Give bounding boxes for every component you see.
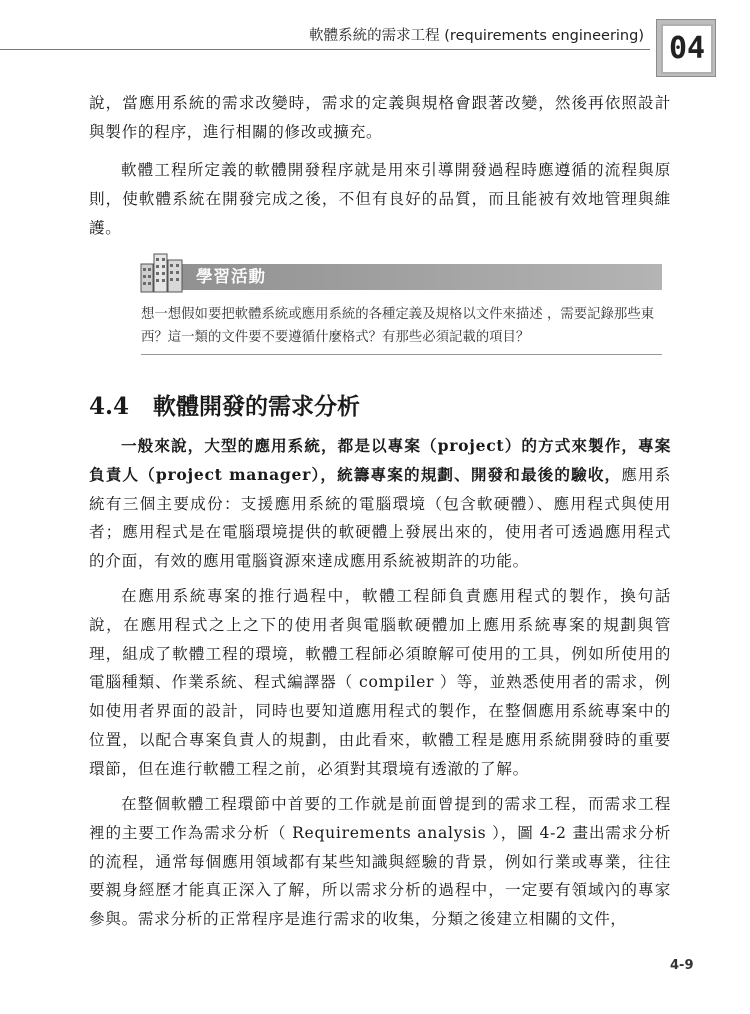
section-heading — [89, 391, 360, 423]
paragraph-5: 在整個軟體工程環節中首要的工作就是前面曾提到的需求工程，而需求工程裡的主要工作為需求分析（ Requirements analysis ），圖 4-2 畫出需求分析的流程，通常每個應用領域都有某些知識與經驗的背景，例如行業或專業，往往要親身經歷才能真正深入了解，所以需求分析的過程中，一定要有領域內的專家參與。需求分析的正常程序是進行需求的收集，分類之後建立相關的文件， — [89, 795, 671, 929]
paragraph-1: 說，當應用系統的需求改變時，需求的定義與規格會跟著改變，然後再依照設計與製作的程序，進行相關的修改或擴充。 — [89, 94, 671, 141]
section-number: 4.4 — [89, 393, 130, 420]
paragraph-3-lead: 一般來說，大型的應用系統，都是以專案（project）的方式來製作，專案負責人（project manager），統籌專案的規劃、開發和最後的驗收， — [89, 436, 671, 484]
buildings-icon — [139, 250, 185, 294]
chapter-tab — [656, 19, 716, 77]
activity-rule — [141, 354, 662, 355]
paragraph-3 — [89, 432, 671, 576]
activity-title: 學習活動 — [196, 267, 266, 286]
paragraph-3-rest: 應用系統有三個主要成份：支援應用系統的電腦環境（包含軟硬體）、應用程式與使用者；應用程式是在電腦環境提供的軟硬體上發展出來的，使用者可透過應用程式的介面，有效的應用電腦資源來達成應用系統被期許的功能。 — [89, 465, 671, 571]
section-title: 軟體開發的需求分析 — [153, 394, 360, 420]
chapter-number: 04 — [661, 24, 713, 74]
paragraph-2: 軟體工程所定義的軟體開發程序就是用來引導開發過程時應遵循的流程與原則，使軟體系統在開發完成之後，不但有良好的品質，而且能被有效地管理與維護。 — [89, 161, 671, 237]
running-header-title: 軟體系統的需求工程 (requirements engineering) — [309, 28, 644, 44]
activity-question: 想一想假如要把軟體系統或應用系統的各種定義及規格以文件來描述 ，需要記錄那些東西？這一類的文件要不要遵循什麼格式？有那些必須記載的項目？ — [141, 307, 655, 345]
paragraph-4: 在應用系統專案的推行過程中，軟體工程師負責應用程式的製作，換句話說，在應用程式之上之下的使用者與電腦軟硬體加上應用系統專案的規劃與管理，組成了軟體工程的環境，軟體工程師必須瞭解可使用的工具，例如所使用的電腦種類、作業系統、程式編譯器（ compiler ）等，並熟悉使用者的需求，例如使用者界面的設計，同時也要知道應用程式的製作，在整個應用系統專案中的位置，以配合專案負責人的規劃，由此看來，軟體工程是應用系統開發時的重要環節，但在進行軟體工程之前，必須對其環境有透澈的了解。 — [89, 587, 671, 778]
page-number: 4-9 — [670, 958, 694, 973]
header-rule — [0, 49, 650, 50]
